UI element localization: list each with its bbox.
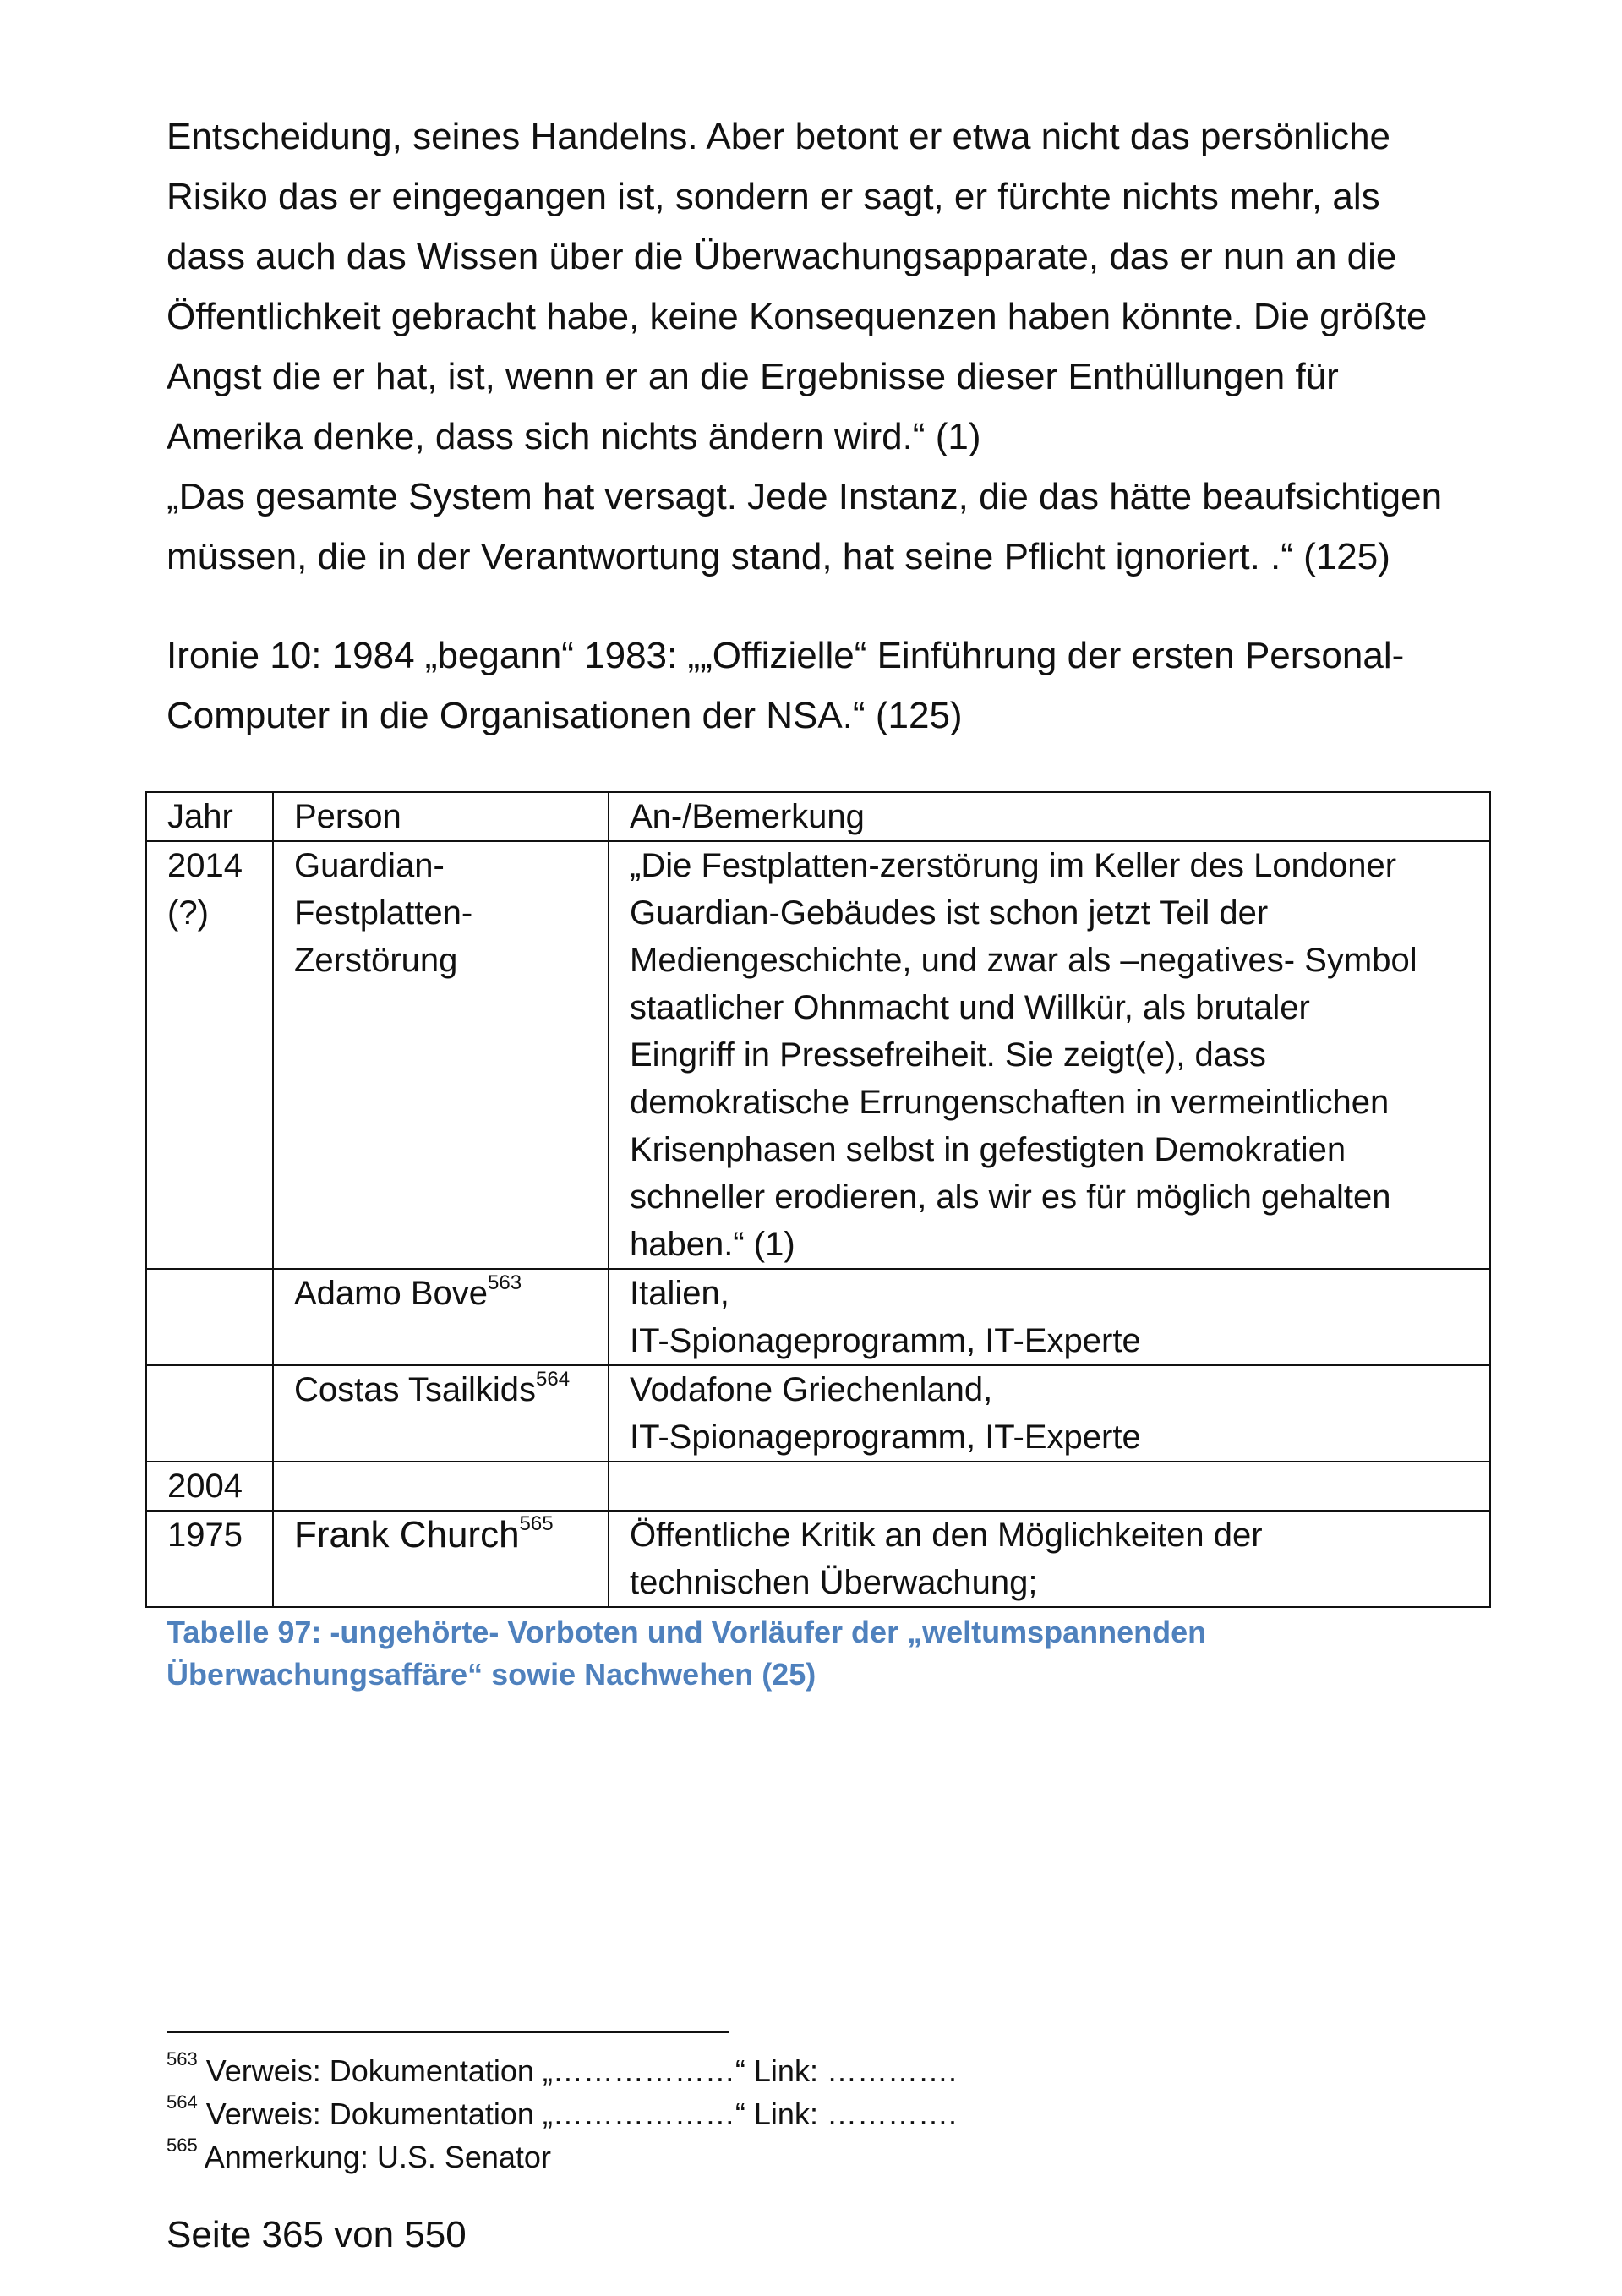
footnote (167, 2092, 1350, 2135)
cell-note-line (630, 1366, 1481, 1413)
footnote-text: Verweis: Dokumentation „………………“ Link: …………. (205, 2096, 957, 2131)
cell-year (146, 1365, 273, 1462)
cell-person-line (294, 937, 599, 984)
footnote (167, 2049, 1350, 2092)
cell-note-text: staatlicher Ohnmacht und Willkür, als brutaler (630, 989, 1310, 1026)
cell-person-line (294, 1270, 599, 1317)
cell-person-text: Costas Tsailkids (294, 1371, 537, 1408)
column-header-year: Jahr (146, 792, 273, 841)
cell-note-text: schneller erodieren, als wir es für möglich gehalten (630, 1178, 1391, 1216)
cell-year-text: 2004 (167, 1468, 243, 1505)
cell-person-line (294, 889, 599, 937)
text-line: dass auch das Wissen über die Überwachungsapparate, das er nun an die (167, 236, 1397, 277)
text-line: Amerika denke, dass sich nichts ändern wird.“ (1) (167, 416, 981, 457)
footnote-separator (167, 2031, 729, 2033)
column-header-person: Person (273, 792, 609, 841)
text-line: Ironie 10: 1984 „begann“ 1983: „„Offizielle“ Einführung der ersten Personal- (167, 635, 1405, 676)
cell-year (146, 1269, 273, 1365)
cell-note-line (630, 1317, 1481, 1364)
cell-year-line (167, 1512, 264, 1559)
footnote-text: Verweis: Dokumentation „………………“ Link: …………. (205, 2053, 957, 2088)
cell-note-text: haben.“ (1) (630, 1226, 795, 1263)
caption-line: Überwachungsaffäre“ sowie Nachwehen (25) (167, 1657, 816, 1692)
cell-note-line (630, 984, 1481, 1031)
text-line: „Das gesamte System hat versagt. Jede Instanz, die das hätte beaufsichtigen (167, 476, 1443, 517)
cell-note-text: Guardian-Gebäudes ist schon jetzt Teil der (630, 894, 1269, 932)
cell-note-text: Eingriff in Pressefreiheit. Sie zeigt(e), dass (630, 1036, 1266, 1074)
footnote-number: 565 (167, 2135, 198, 2156)
cell-person (273, 1269, 609, 1365)
cell-year-text: 1975 (167, 1517, 243, 1554)
cell-note-text: Vodafone Griechenland, (630, 1371, 993, 1408)
cell-year-text: 2014 (167, 847, 243, 884)
cell-year-text: (?) (167, 894, 209, 932)
text-line: Risiko das er eingegangen ist, sondern er sagt, er fürchte nichts mehr, als (167, 176, 1380, 217)
cell-person (273, 841, 609, 1269)
table-row (146, 1511, 1490, 1607)
text-line: müssen, die in der Verantwortung stand, hat seine Pflicht ignoriert. .“ (125) (167, 536, 1390, 577)
text-line: Angst die er hat, ist, wenn er an die Ergebnisse dieser Enthüllungen für (167, 356, 1339, 397)
body-paragraph-2 (167, 626, 1519, 746)
cell-year-line (167, 1462, 264, 1510)
footnote-number: 563 (167, 2048, 198, 2069)
cell-note-line (630, 1413, 1481, 1461)
cell-person-line (294, 842, 599, 889)
column-header-note: An-/Bemerkung (609, 792, 1490, 841)
cell-note-line (630, 1173, 1481, 1221)
cell-year-line (167, 889, 264, 937)
cell-person (273, 1365, 609, 1462)
body-paragraph-1 (167, 107, 1519, 587)
cell-note-text: Mediengeschichte, und zwar als –negatives- Symbol (630, 942, 1417, 979)
cell-person-line (294, 1512, 599, 1559)
cell-person-text: Zerstörung (294, 942, 458, 979)
text-line: Entscheidung, seines Handelns. Aber betont er etwa nicht das persönliche (167, 116, 1391, 157)
cell-note-line (630, 1559, 1481, 1606)
cell-person-text: Festplatten- (294, 894, 473, 932)
cell-note-text: demokratische Errungenschaften in vermeintlichen (630, 1084, 1390, 1121)
cell-person-line (294, 1366, 599, 1413)
cell-note-text: IT-Spionageprogramm, IT-Experte (630, 1419, 1141, 1456)
footnote-number: 564 (167, 2091, 198, 2113)
caption-line: Tabelle 97: -ungehörte- Vorboten und Vorläufer der „weltumspannenden (167, 1615, 1207, 1649)
footnote-reference: 563 (488, 1271, 522, 1294)
table-row (146, 841, 1490, 1269)
cell-note-text: „Die Festplatten-zerstörung im Keller des Londoner (630, 847, 1397, 884)
cell-note (609, 1462, 1490, 1511)
table-row (146, 1365, 1490, 1462)
cell-note-line (630, 889, 1481, 937)
data-table (145, 791, 1491, 1608)
cell-note-line (630, 937, 1481, 984)
cell-note-text: technischen Überwachung; (630, 1564, 1038, 1601)
cell-person (273, 1462, 609, 1511)
table-row (146, 1462, 1490, 1511)
cell-year-line (167, 842, 264, 889)
cell-note-line (630, 1221, 1481, 1268)
footnote-reference: 565 (519, 1512, 554, 1536)
cell-note-line (630, 1031, 1481, 1079)
cell-note (609, 1511, 1490, 1607)
table-caption (167, 1611, 1519, 1696)
cell-note (609, 841, 1490, 1269)
footnote-text: Anmerkung: U.S. Senator (204, 2140, 551, 2174)
cell-person-text: Adamo Bove (294, 1275, 489, 1312)
footnote (167, 2135, 1350, 2178)
cell-note-text: IT-Spionageprogramm, IT-Experte (630, 1322, 1141, 1359)
cell-note-line (630, 1512, 1481, 1559)
cell-person (273, 1511, 609, 1607)
cell-note-line (630, 1126, 1481, 1173)
cell-note (609, 1269, 1490, 1365)
cell-person-text: Frank Church (294, 1514, 520, 1555)
footnotes (167, 2049, 1350, 2178)
cell-note-line (630, 842, 1481, 889)
cell-year (146, 1511, 273, 1607)
table-row (146, 1269, 1490, 1365)
cell-person-text: Guardian- (294, 847, 445, 884)
cell-note-text: Italien, (630, 1275, 729, 1312)
footnote-reference: 564 (536, 1367, 571, 1391)
cell-note-text: Krisenphasen selbst in gefestigten Demokratien (630, 1131, 1346, 1168)
table-body (146, 841, 1490, 1607)
cell-note-line (630, 1270, 1481, 1317)
page-number: Seite 365 von 550 (167, 2214, 467, 2255)
cell-note-text: Öffentliche Kritik an den Möglichkeiten der (630, 1517, 1263, 1554)
cell-note-line (630, 1079, 1481, 1126)
cell-year (146, 841, 273, 1269)
cell-year (146, 1462, 273, 1511)
text-line: Öffentlichkeit gebracht habe, keine Konsequenzen haben könnte. Die größte (167, 296, 1428, 337)
cell-note (609, 1365, 1490, 1462)
table-header-row (146, 792, 1490, 841)
text-line: Computer in die Organisationen der NSA.“ (125) (167, 695, 963, 736)
